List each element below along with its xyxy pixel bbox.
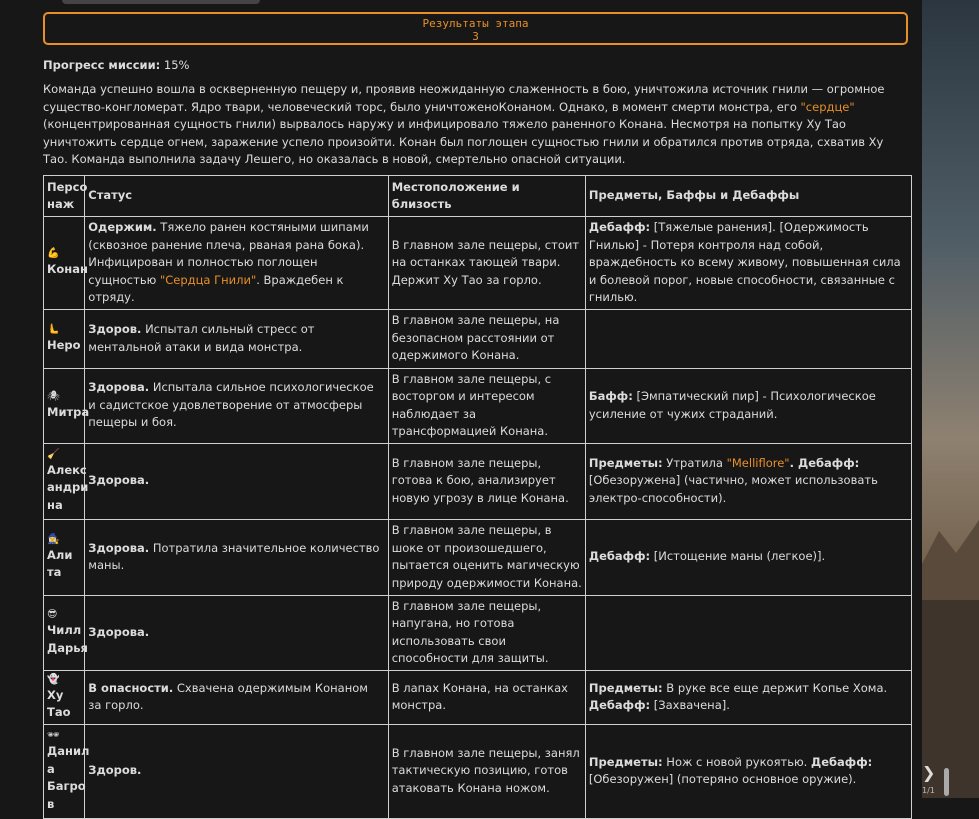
status-bold: Здорова. [88, 473, 150, 488]
status-bold: Одержим. [88, 220, 157, 234]
character-name: Ху Тао [47, 687, 71, 719]
mission-progress [43, 57, 189, 75]
items-text-2: [Обезоружена] (частично, может использовать электро-способности). [588, 473, 878, 505]
status-bold: Здорова. [88, 380, 150, 395]
location-cell: В главном зале пещеры, готова к бою, анализирует новую угрозу в лице Конана. [388, 443, 585, 519]
character-emoji-icon: 🫷 [47, 323, 60, 335]
status-bold: Здорова. [88, 624, 150, 639]
narrative-text [43, 81, 911, 169]
items-cell [585, 595, 911, 670]
status-text: Потратила значительное количество маны. [88, 540, 380, 572]
items-bold: Предметы: [588, 754, 663, 769]
top-scroll-handle [62, 0, 260, 4]
items-text-2: [Обезоружен] (потеряно основное оружие). [588, 772, 857, 786]
items-cell [585, 670, 911, 724]
background-scene [922, 0, 979, 798]
progress-value: 15% [163, 58, 190, 72]
character-emoji-icon: 🧹 [47, 448, 60, 460]
items-text: [Тяжелые ранения]. [Одержимость Гнилью] - Потеря контроля над собой, враждебность ко всему живому, повышенная сила и болевой порог, новые способности, связанные с гнилью. [588, 220, 901, 304]
table-row [44, 519, 912, 595]
character-emoji-icon: 💪 [47, 248, 60, 259]
character-cell [44, 595, 88, 670]
status-text: Тяжело ранен костяными шипами (сквозное ранение плеча, рваная рана бока). Инфицирован и полностью поглощен сущностью [88, 220, 369, 287]
table-row [44, 309, 912, 368]
character-name: Митра [47, 404, 90, 419]
items-text: [Истощение маны (легкое)]. [650, 549, 826, 564]
location-cell: В лапах Конана, на останках монстра. [388, 670, 585, 724]
items-bold: Предметы: [588, 455, 663, 470]
narrative-highlight: "сердце" [800, 99, 855, 114]
items-text: В руке все еще держит Копье Хома. [662, 680, 888, 695]
status-cell [85, 443, 388, 519]
items-highlight: "Melliflore" [726, 455, 790, 470]
location-cell: В главном зале пещеры, стоит на останках тающей твари. Держит Ху Тао за горло. [388, 217, 585, 310]
location-cell: В главном зале пещеры, с восторгом и интересом наблюдает за трансформацией Конана. [388, 368, 585, 443]
character-cell [44, 309, 85, 368]
status-cell [85, 724, 388, 818]
table-header-row [44, 176, 912, 217]
items-bold: Бафф: [588, 389, 633, 403]
chevron-right-icon[interactable]: ❯ [922, 763, 936, 782]
status-cell [85, 217, 388, 310]
table-row [44, 595, 912, 670]
location-cell: В главном зале пещеры, напугана, но готова использовать свои способности для защиты. [388, 595, 585, 670]
table-row [44, 217, 912, 310]
items-cell [585, 368, 911, 443]
status-text: Испытал сильный стресс от ментальной атаки и вида монстра. [88, 322, 315, 354]
character-emoji-icon: 🧙‍♀️ [47, 533, 60, 545]
items-text: Утратила [662, 455, 727, 470]
items-cell [585, 309, 911, 368]
items-cell [585, 217, 911, 310]
narrative-part-1: Команда успешно вошла в оскверненную пещеру и, проявив неожиданную слаженность в бою, уничтожила источник гнили — огромное существо-конгломерат. Ядро твари, человеческий торс, было уничтоженоКонаном. Однако, в момент смерти монстра, его [43, 82, 885, 114]
stage-results-box [43, 12, 908, 45]
items-cell [585, 724, 911, 818]
items-bold: Предметы: [588, 680, 663, 695]
character-name: Алекс андри на [47, 462, 89, 512]
status-highlight: "Сердца Гнили" [159, 272, 257, 287]
items-text-2: [Захвачена]. [650, 698, 730, 712]
character-name: Чилл Дарья [47, 623, 88, 655]
status-text: Схвачена одержимым Конаном за горло. [88, 680, 368, 712]
status-cell [85, 519, 388, 595]
status-text: Испытала сильное психологическое и садистское удовлетворение от атмосферы пещеры и боя. [88, 380, 374, 430]
character-cell [44, 519, 85, 595]
status-bold: Здоров. [88, 763, 142, 778]
progress-label: Прогресс миссии: [43, 58, 161, 72]
items-bold-2: Дебафф: [588, 698, 651, 712]
items-bold-2: Дебафф: [810, 754, 873, 769]
character-emoji-icon: 😎 [47, 609, 58, 620]
character-cell [44, 724, 90, 818]
character-cell [44, 670, 85, 724]
items-bold: Дебафф: [588, 549, 651, 564]
header-location: Местоположение и близость [388, 176, 585, 217]
character-name: Неро [47, 337, 81, 352]
items-text: [Эмпатический пир] - Психологическое усиление от чужих страданий. [588, 389, 876, 421]
status-bold: Здоров. [88, 322, 142, 336]
character-name: Данил а Багро в [47, 744, 90, 811]
character-table [43, 175, 912, 819]
stage-title: Результаты этапа [422, 17, 529, 30]
header-character: Персо наж [44, 176, 85, 217]
items-text: Нож с новой рукоятью. [662, 754, 811, 769]
character-name: Конан [47, 262, 88, 276]
scrollbar-thumb[interactable] [944, 768, 949, 796]
table-row [44, 670, 912, 724]
character-emoji-icon: 🕷 [47, 390, 60, 402]
location-cell: В главном зале пещеры, на безопасном расстоянии от одержимого Конана. [388, 309, 585, 368]
page-indicator: 1/1 [922, 786, 935, 795]
character-emoji-icon: 🕶 [47, 730, 60, 741]
table-row [44, 443, 912, 519]
items-cell [585, 519, 911, 595]
status-cell [85, 368, 388, 443]
character-name: Али та [47, 547, 73, 579]
status-bold: Здорова. [88, 540, 150, 555]
character-cell [44, 368, 90, 443]
status-cell [85, 670, 388, 724]
character-emoji-icon: 👻 [47, 673, 60, 685]
items-bold: Дебафф: [588, 220, 651, 234]
items-bold-2: . Дебафф: [789, 455, 860, 470]
character-cell [44, 443, 89, 519]
status-bold: В опасности. [88, 680, 174, 695]
status-cell [85, 309, 388, 368]
table-row [44, 368, 912, 443]
character-cell [44, 217, 88, 310]
table-row [44, 724, 912, 818]
header-items: Предметы, Баффы и Дебаффы [585, 176, 911, 217]
status-cell [85, 595, 388, 670]
narrative-part-2: (концентрированная сущность гнили) вырвалось наружу и инфицировало тяжело раненного Конана. Несмотря на попытку Ху Тао уничтожить сердце огнем, заражение успело произойти. Конан был поглощен сущностью гнили и обратился против отряда, схватив Ху Тао. Команда выполнила задачу Лешего, но оказалась в новой, смертельно опасной ситуации. [43, 117, 884, 166]
location-cell: В главном зале пещеры, в шоке от произошедшего, пытается оценить магическую природу одержимости Конана. [388, 519, 585, 595]
header-status: Статус [85, 176, 388, 217]
items-cell [585, 443, 911, 519]
status-text-2: . Враждебен к отряду. [88, 272, 344, 304]
stage-number: 3 [472, 30, 479, 43]
location-cell: В главном зале пещеры, занял тактическую позицию, готов атаковать Конана ножом. [388, 724, 585, 818]
